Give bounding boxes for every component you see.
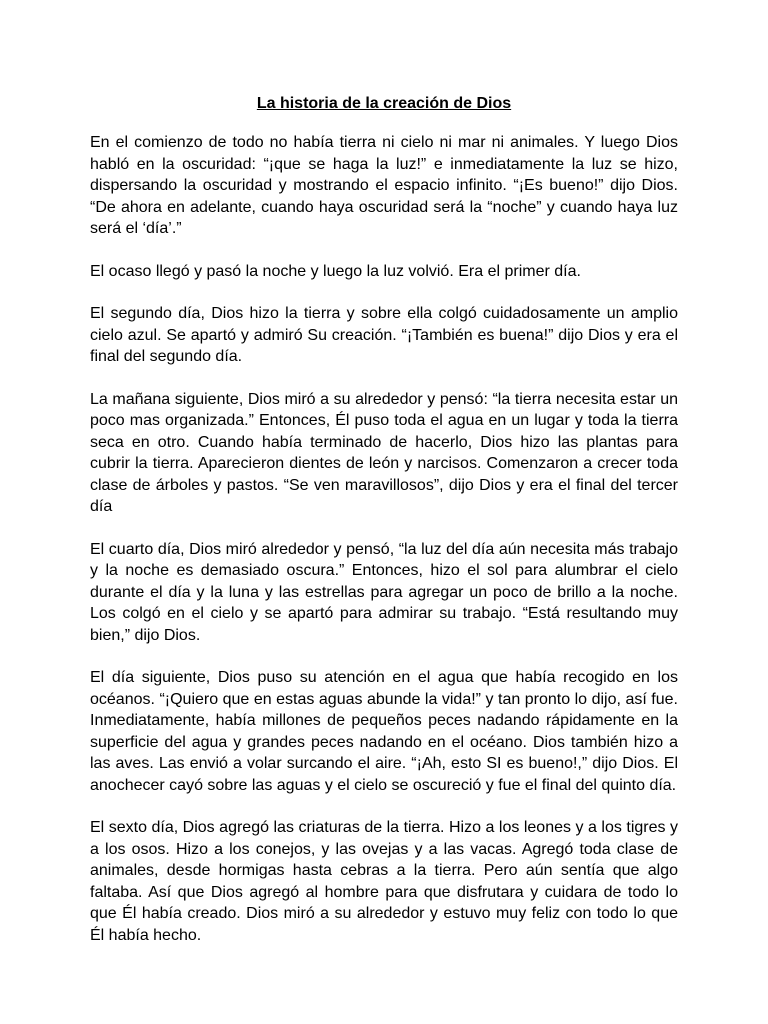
paragraph-2: El ocaso llegó y pasó la noche y luego la luz volvió. Era el primer día. (90, 262, 581, 280)
document-body (90, 132, 678, 967)
paragraph-3: El segundo día, Dios hizo la tierra y sobre ella colgó cuidadosamente un amplio cielo azul. Se apartó y admiró Su creación. “¡También es buena!” dijo Dios y era el final del segundo día. (90, 305, 678, 365)
paragraph-1: En el comienzo de todo no había tierra ni cielo ni mar ni animales. Y luego Dios habló en la oscuridad: “¡que se haga la luz!” e inmediatamente la luz se hizo, dispersando la oscuridad y mostrando el espacio infinito. “¡Es bueno!” dijo Dios. “De ahora en adelante, cuando haya oscuridad será la “noche” y cuando haya luz será el ‘día’.” (90, 134, 678, 237)
paragraph-6: El día siguiente, Dios puso su atención en el agua que había recogido en los océanos. “¡Quiero que en estas aguas abunde la vida!” y tan pronto lo dijo, así fue. Inmediatamente, había millones de pequeños peces nadando rápidamente en la superficie del agua y grandes peces nadando en el océano. Dios también hizo a las aves. Las envió a volar surcando el aire. “¡Ah, esto SI es bueno!,” dijo Dios. El anochecer cayó sobre las aguas y el cielo se oscureció y fue el final del quinto día. (90, 669, 678, 794)
paragraph-7: El sexto día, Dios agregó las criaturas de la tierra. Hizo a los leones y a los tigres y a los osos. Hizo a los conejos, y las ovejas y a las vacas. Agregó toda clase de animales, desde hormigas hasta cebras a la tierra. Pero aún sentía que algo faltaba. Así que Dios agregó al hombre para que disfrutara y cuidara de todo lo que Él había creado. Dios miró a su alrededor y estuvo muy feliz con todo lo que Él había hecho. (90, 819, 678, 944)
paragraph-5: El cuarto día, Dios miró alrededor y pensó, “la luz del día aún necesita más trabajo y la noche es demasiado oscura.” Entonces, hizo el sol para alumbrar el cielo durante el día y la luna y las estrellas para agregar un poco de brillo a la noche. Los colgó en el cielo y se apartó para admirar su trabajo. “Está resultando muy bien,” dijo Dios. (90, 540, 678, 644)
document-title: La historia de la creación de Dios (256, 95, 512, 112)
paragraph-4: La mañana siguiente, Dios miró a su alrededor y pensó: “la tierra necesita estar un poco mas organizada.” Entonces, Él puso toda el agua en un lugar y toda la tierra seca en otro. Cuando había terminado de hacerlo, Dios hizo las plantas para cubrir la tierra. Aparecieron dientes de león y narcisos. Comenzaron a crecer toda clase de árboles y pastos. “Se ven maravillosos”, dijo Dios y era el final del tercer día (90, 390, 678, 515)
